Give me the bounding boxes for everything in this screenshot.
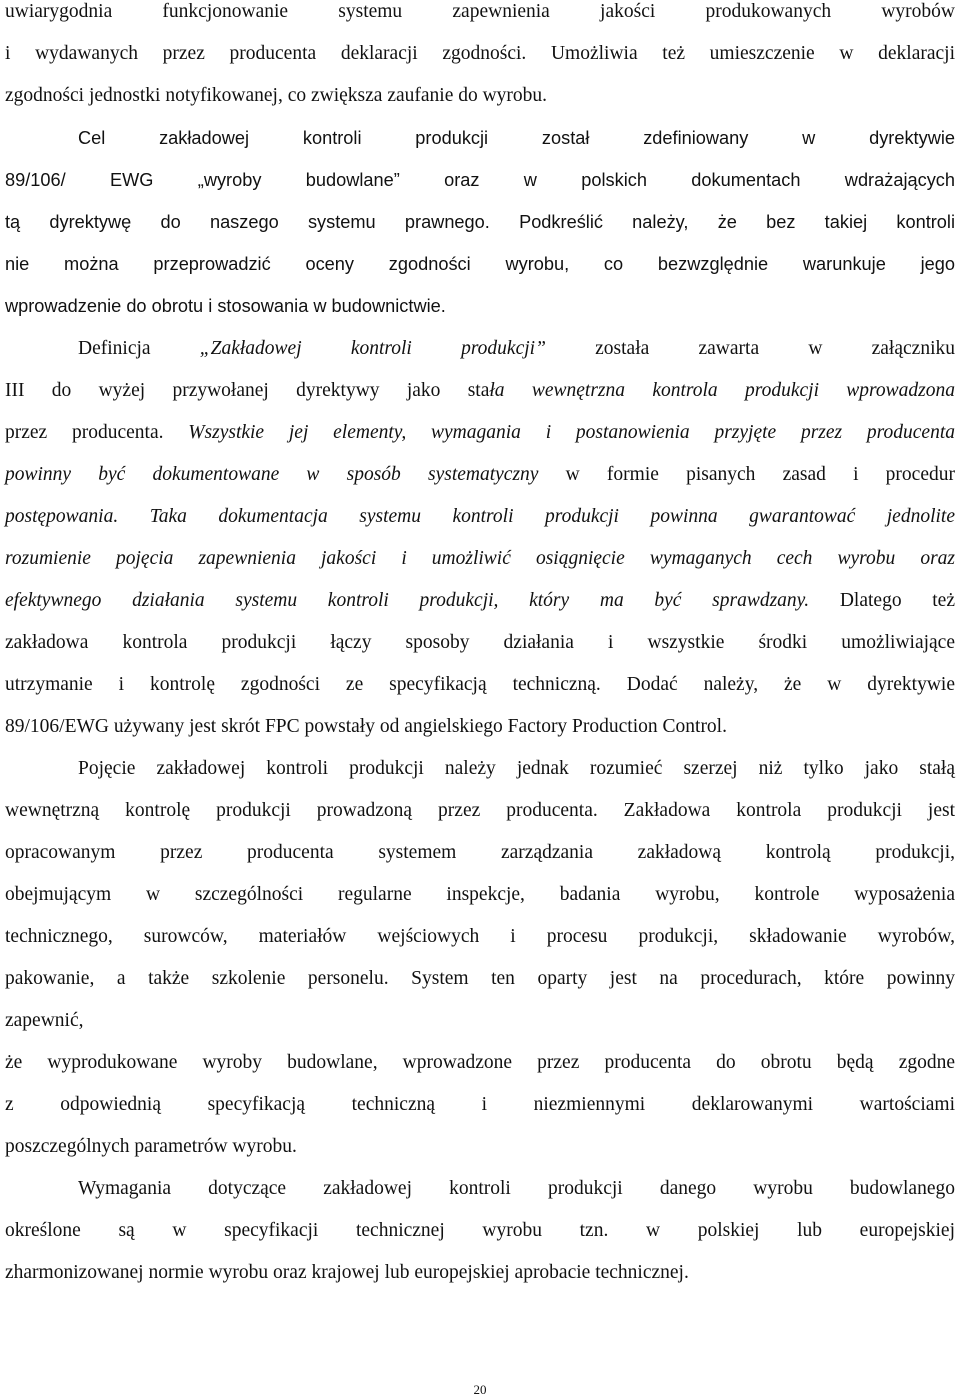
text-run: nie można przeprowadzić oceny zgodności wyrobu, co bezwzględnie warunkuje jego: [5, 254, 955, 274]
text-run: Cel zakładowej kontroli produkcji został zdefiniowany w dyrektywie: [78, 128, 955, 148]
text-run: wprowadzenie do obrotu i stosowania w budownictwie.: [5, 296, 446, 316]
text-line: [5, 673, 955, 697]
text-line: [5, 547, 955, 571]
text-line: [78, 1177, 955, 1201]
text-line: [5, 967, 955, 991]
text-line: [5, 925, 955, 949]
text-run: utrzymanie i kontrolę zgodności ze specyfikacją techniczną. Dodać należy, że w dyrektywie: [5, 674, 955, 695]
text-run: że wyprodukowane wyroby budowlane, wprowadzone przez producenta do obrotu będą zgodne: [5, 1052, 955, 1073]
text-line: [5, 210, 955, 234]
text-run: opracowanym przez producenta systemem zarządzania zakładową kontrolą produkcji,: [5, 842, 955, 863]
text-line: [5, 1219, 955, 1243]
text-run: Definicja: [78, 338, 200, 359]
text-run: wewnętrzną kontrolę produkcji prowadzoną przez producenta. Zakładowa kontrola produkcji jest: [5, 800, 955, 821]
text-run: 89/106/EWG używany jest skrót FPC powstały od angielskiego Factory Production Control.: [5, 716, 727, 737]
text-line: [5, 1261, 955, 1285]
text-line: [5, 421, 955, 445]
text-line: [5, 0, 955, 24]
italic-text-run: ła wewnętrzna kontrola produkcji wprowadzona: [489, 380, 955, 401]
text-run: w formie pisanych zasad i procedur: [538, 464, 955, 485]
italic-text-run: efektywnego działania systemu kontroli produkcji, który ma być sprawdzany.: [5, 590, 810, 611]
text-line: [5, 505, 955, 529]
text-run: technicznego, surowców, materiałów wejściowych i procesu produkcji, składowanie wyrobów,: [5, 926, 955, 947]
text-run: zgodności jednostki notyfikowanej, co zwiększa zaufanie do wyrobu.: [5, 85, 548, 106]
text-line: [5, 1135, 955, 1159]
text-line: [78, 126, 955, 150]
text-run: Podkreślić należy, że bez takiej kontroli: [519, 212, 955, 232]
text-run: III do wyżej przywołanej dyrektywy jako sta: [5, 380, 490, 401]
text-run: zakładowa kontrola produkcji łączy sposoby działania i wszystkie środki umożliwiające: [5, 632, 955, 653]
text-line: [5, 294, 955, 318]
text-line: [5, 252, 955, 276]
text-run: z odpowiednią specyfikacją techniczną i niezmiennymi deklarowanymi wartościami: [5, 1094, 955, 1115]
text-line: [5, 1009, 955, 1033]
italic-text-run: rozumienie pojęcia zapewnienia jakości i umożliwić osiągnięcie wymaganych cech wyrobu oraz: [5, 548, 955, 569]
text-run: 89/106/ EWG „wyroby budowlane” oraz w polskich dokumentach wdrażających: [5, 170, 955, 190]
text-run: zharmonizowanej normie wyrobu oraz krajowej lub europejskiej aprobacie technicznej.: [5, 1262, 689, 1283]
text-line: [5, 631, 955, 655]
text-line: [5, 42, 955, 66]
italic-text-run: powinny być dokumentowane w sposób systematyczny: [5, 464, 539, 485]
text-line: [5, 841, 955, 865]
text-line: [5, 168, 955, 192]
text-line: [5, 379, 955, 403]
text-line: [5, 1051, 955, 1075]
text-run: obejmującym w szczególności regularne inspekcje, badania wyrobu, kontrole wyposażenia: [5, 884, 955, 905]
text-run: została zawarta w załączniku: [545, 338, 955, 359]
text-line: [78, 757, 955, 781]
page-number: 20: [473, 1382, 487, 1397]
italic-text-run: „Zakładowej kontroli produkcji”: [199, 338, 546, 359]
text-run: przez producenta.: [5, 422, 189, 443]
italic-text-run: postępowania. Taka dokumentacja systemu kontroli produkcji powinna gwarantować jednolite: [5, 506, 955, 527]
text-line: [78, 337, 955, 361]
text-run: pakowanie, a także szkolenie personelu. System ten oparty jest na procedurach, które powinny: [5, 968, 955, 989]
text-run: zapewnić,: [5, 1010, 84, 1031]
text-run: Pojęcie zakładowej kontroli produkcji należy jednak rozumieć szerzej niż tylko jako stałą: [78, 758, 955, 779]
text-line: [5, 799, 955, 823]
text-line: [5, 883, 955, 907]
text-line: [5, 84, 955, 108]
italic-text-run: Wszystkie jej elementy, wymagania i postanowienia przyjęte przez producenta: [188, 422, 955, 443]
text-line: [5, 463, 955, 487]
text-run: tą dyrektywę do naszego systemu prawnego.: [5, 212, 520, 232]
text-run: uwiarygodnia funkcjonowanie systemu zapewnienia jakości produkowanych wyrobów: [5, 1, 955, 22]
text-run: określone są w specyfikacji technicznej wyrobu tzn. w polskiej lub europejskiej: [5, 1220, 955, 1241]
text-line: [5, 1093, 955, 1117]
text-run: poszczególnych parametrów wyrobu.: [5, 1136, 297, 1157]
text-run: i wydawanych przez producenta deklaracji zgodności. Umożliwia też umieszczenie w deklaracji: [5, 43, 955, 64]
text-run: Dlatego też: [809, 590, 955, 611]
text-run: Wymagania dotyczące zakładowej kontroli produkcji danego wyrobu budowlanego: [78, 1178, 955, 1199]
text-line: [5, 715, 955, 739]
text-line: [5, 589, 955, 613]
